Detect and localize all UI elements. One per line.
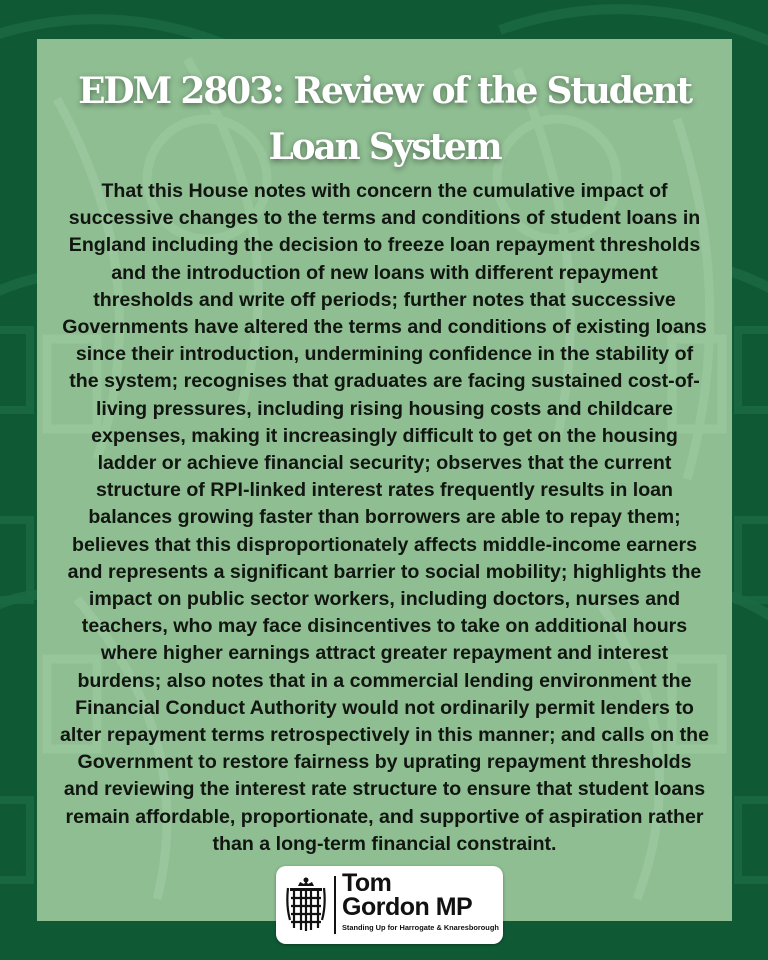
logo-name-last: Gordon MP <box>342 893 473 921</box>
page-title: EDM 2803: Review of the Student Loan System <box>78 70 691 168</box>
portcullis-icon <box>284 876 328 936</box>
motion-text: That this House notes with concern the cumulative impact of successive changes to the terms and conditions of student loans in England including the decision to freeze loan repayment thresholds and the introduction of new loans with different repayment thresholds and write off periods; further notes that successive Governments have altered the terms and conditions of existing loans since their introduction, undermining confidence in the stability of the system; recognises that graduates are facing sustained cost-of-living pressures, including rising housing costs and childcare expenses, making it increasingly difficult to get on the housing ladder or achieve financial security; observes that the current structure of RPI-linked interest rates frequently results in loan balances growing faster than borrowers are able to repay them; believes that this disproportionately affects middle-income earners and represents a significant barrier to social mobility; highlights the impact on public sector workers, including doctors, nurses and teachers, who may face disincentives to take on additional hours where higher earnings attract greater repayment and interest burdens; also notes that in a commercial lending environment the Financial Conduct Authority would not ordinarily permit lenders to alter repayment terms retrospectively in this manner; and calls on the Government to restore fairness by uprating repayment thresholds and reviewing the interest rate structure to ensure that student loans remain affordable, proportionate, and supportive of aspiration rather than a long-term financial constraint. <box>60 180 709 855</box>
logo-tagline: Standing Up for Harrogate & Knaresborough <box>342 923 499 932</box>
logo-name-first: Tom <box>342 869 392 897</box>
motion-card <box>37 39 732 921</box>
logo-divider <box>334 876 336 934</box>
mp-logo <box>276 866 503 944</box>
